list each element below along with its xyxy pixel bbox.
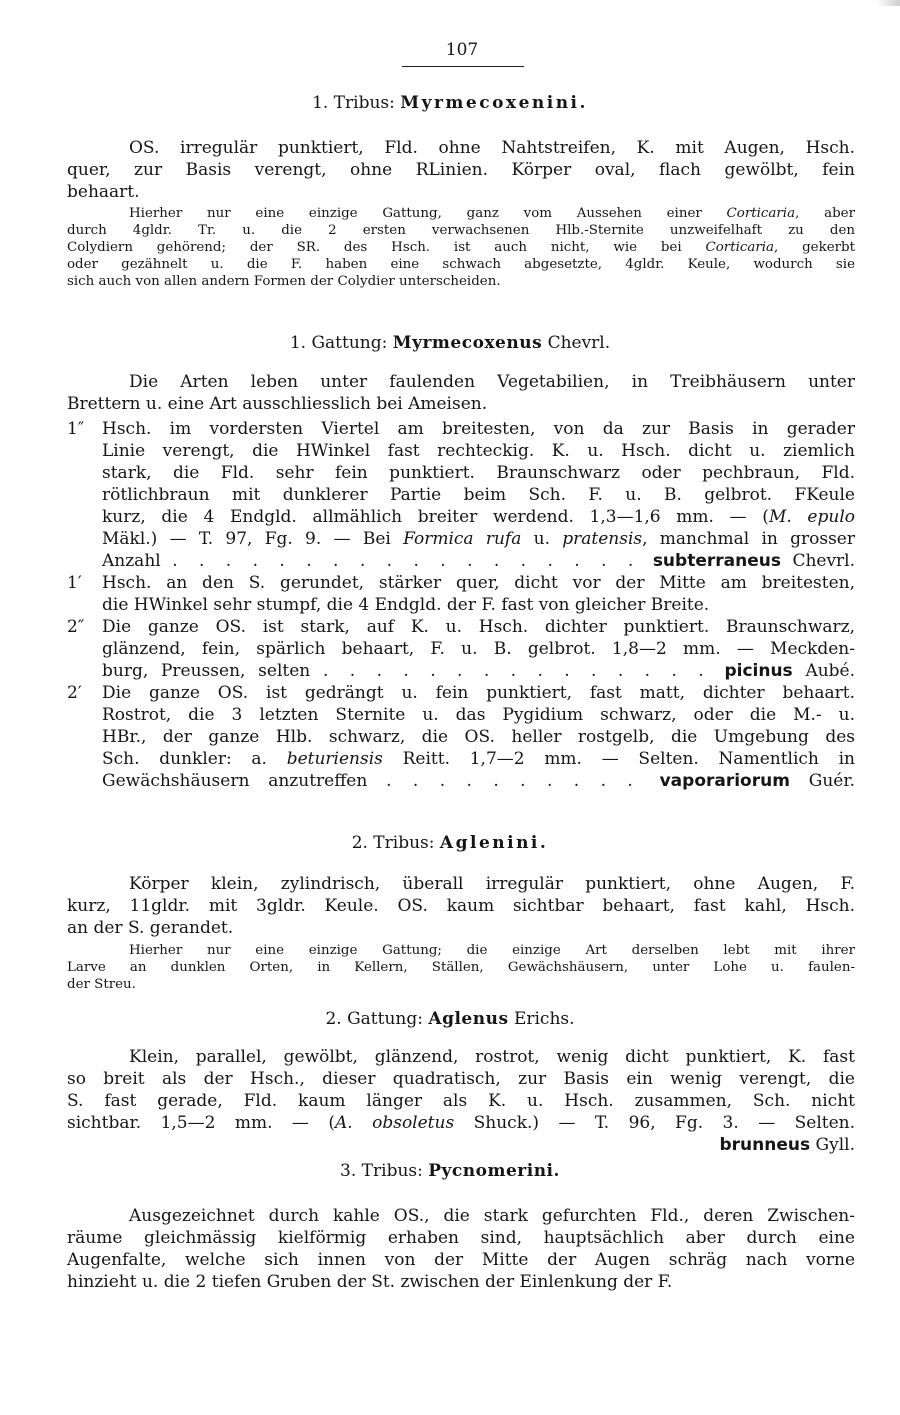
- species-name: brunneus: [719, 1135, 811, 1155]
- species-entry: [660, 771, 855, 791]
- text-line: Brettern u. eine Art ausschliesslich bei Ameisen.: [67, 394, 488, 414]
- text-line: kurz, 11gldr. mit 3gldr. Keule. OS. kaum sichtbar behaart, fast kahl, Hsch.: [67, 896, 855, 916]
- text-line: Linie verengt, die HWinkel fast rechteckig. K. u. Hsch. dicht u. ziemlich: [102, 441, 855, 461]
- text-line: rötlichbraun mit dunklerer Partie beim Sch. F. u. B. gelbrot. FKeule: [102, 485, 855, 505]
- key-entry-1a: [67, 418, 855, 572]
- species-entry: [724, 661, 855, 681]
- tribus2-heading-prefix: 2. Tribus:: [351, 833, 435, 853]
- text-line: stark, die Fld. sehr fein punktiert. Braunschwarz oder pechbraun, Fld.: [102, 463, 855, 483]
- desc-text: sichtbar. 1,5—2 mm. — (: [67, 1113, 335, 1133]
- text-line: OS. irregulär punktiert, Fld. ohne Nahtstreifen, K. mit Augen, Hsch.: [129, 138, 855, 158]
- page-edge-mark: [876, 0, 900, 6]
- key-text: kurz, die 4 Endgld. allmählich breiter werdend. 1,3—1,6 mm. — (: [102, 507, 769, 527]
- text-line: [102, 528, 855, 550]
- species-name: picinus: [724, 661, 793, 681]
- gattung2-heading-name: Aglenus: [428, 1009, 509, 1029]
- note-text: Colydiern gehörend; der SR. des Hsch. ist auch nicht, wie bei: [67, 240, 706, 255]
- note-text: Hierher nur eine einzige Gattung, ganz vom Aussehen einer: [129, 206, 727, 221]
- page-number: 107: [445, 40, 479, 60]
- species-entry: [720, 1135, 856, 1155]
- gattung1-heading: [0, 333, 900, 353]
- tribus3-heading: [0, 1161, 900, 1181]
- note-text: , aber: [795, 206, 855, 221]
- tribus1-description: [67, 137, 855, 203]
- key-text: Gewächshäusern anzutreffen: [102, 771, 368, 791]
- text-line: [67, 1134, 855, 1156]
- text-line: [102, 770, 855, 792]
- text-line: [67, 1112, 855, 1134]
- text-line: oder gezähnelt u. die F. haben eine schwach abgesetzte, 4gldr. Keule, wodurch sie: [67, 257, 855, 272]
- key-text: , manchmal in grosser: [642, 529, 855, 549]
- text-line: Die Arten leben unter faulenden Vegetabilien, in Treibhäusern unter: [129, 372, 855, 392]
- text-line: glänzend, fein, spärlich behaart, F. u. B. gelbrot. 1,8—2 mm. — Meckden-: [102, 639, 855, 659]
- synonym-obsoletus: A. obsoletus: [335, 1113, 455, 1133]
- text-line: [102, 748, 855, 770]
- key-text: Hsch. im vordersten Viertel am breitesten, von da zur Basis in gerader: [102, 419, 855, 439]
- gattung2-description: [67, 1046, 855, 1156]
- text-line: [67, 418, 855, 440]
- key-text: Anzahl: [102, 551, 161, 571]
- host-pratensis: pratensis: [562, 529, 643, 549]
- text-line: Klein, parallel, gewölbt, glänzend, rostrot, wenig dicht punktiert, K. fast: [129, 1047, 855, 1067]
- text-line: sich auch von allen andern Formen der Colydier unterscheiden.: [67, 274, 501, 289]
- gattung1-heading-author: Chevrl.: [547, 333, 611, 353]
- text-line: [102, 506, 855, 528]
- text-line: an der S. gerandet.: [67, 918, 234, 938]
- tribus2-description: [67, 873, 855, 939]
- text-line: Rostrot, die 3 letzten Sternite u. das Pygidium schwarz, oder die M.- u.: [102, 705, 855, 725]
- text-line: [67, 239, 855, 256]
- gattung1-key: [67, 418, 855, 792]
- key-entry-2a: [67, 616, 855, 682]
- gattung2-heading: [0, 1009, 900, 1029]
- text-line: Augenfalte, welche sich innen von der Mitte der Augen schräg nach vorne: [67, 1250, 855, 1270]
- desc-text: Shuck.) — T. 96, Fg. 3. — Selten.: [454, 1113, 856, 1133]
- text-line: Ausgezeichnet durch kahle OS., die stark gefurchten Fld., deren Zwischen-: [129, 1206, 855, 1226]
- key-marker: 1′: [67, 573, 82, 593]
- aberration-beturiensis: beturiensis: [286, 749, 383, 769]
- species-name: vaporariorum: [659, 771, 790, 791]
- tribus3-description: [67, 1205, 855, 1293]
- text-line: [67, 572, 855, 594]
- text-line: die HWinkel sehr stumpf, die 4 Endgld. der F. fast von gleicher Breite.: [102, 595, 710, 615]
- text-line: Hierher nur eine einzige Gattung; die einzige Art derselben lebt mit ihrer: [129, 943, 855, 958]
- tribus2-heading-name: Aglenini.: [439, 833, 549, 853]
- text-line: [67, 616, 855, 638]
- dot-leader: . . . . . . . . . . . . . . .: [322, 661, 712, 681]
- taxon-corticaria: Corticaria: [726, 206, 796, 221]
- gattung1-heading-name: Myrmecoxenus: [392, 333, 543, 353]
- species-author: Gyll.: [815, 1135, 855, 1155]
- key-text: Reitt. 1,7—2 mm. — Selten. Namentlich in: [382, 749, 855, 769]
- tribus3-heading-prefix: 3. Tribus:: [340, 1161, 423, 1181]
- text-line: S. fast gerade, Fld. kaum länger als K. u. Hsch. zusammen, Sch. nicht: [67, 1091, 855, 1111]
- tribus2-note: [67, 942, 855, 993]
- dot-leader: . . . . . . . . . .: [386, 771, 641, 791]
- tribus1-note: [67, 205, 855, 290]
- species-name: subterraneus: [652, 551, 781, 571]
- text-line: [102, 550, 855, 572]
- species-author: Guér.: [808, 771, 856, 791]
- text-line: behaart.: [67, 182, 140, 202]
- key-marker: 2′: [67, 683, 82, 703]
- key-marker: 1″: [67, 419, 85, 439]
- key-entry-2b: [67, 682, 855, 792]
- gattung2-heading-author: Erichs.: [513, 1009, 575, 1029]
- species-entry: [653, 551, 855, 571]
- text-line: Körper klein, zylindrisch, überall irregulär punktiert, ohne Augen, F.: [129, 874, 855, 894]
- text-line: hinzieht u. die 2 tiefen Gruben der St. zwischen der Einlenkung der F.: [67, 1272, 673, 1292]
- text-line: durch 4gldr. Tr. u. die 2 ersten verwachsenen Hlb.-Sternite unzweifelhaft zu den: [67, 223, 855, 238]
- text-line: quer, zur Basis verengt, ohne RLinien. Körper oval, flach gewölbt, fein: [67, 160, 855, 180]
- key-text: Hsch. an den S. gerundet, stärker quer, dicht vor der Mitte am breitesten,: [102, 573, 855, 593]
- text-line: [67, 682, 855, 704]
- species-author: Aubé.: [805, 661, 856, 681]
- note-text: , gekerbt: [774, 240, 855, 255]
- text-line: [102, 660, 855, 682]
- text-line: räume gleichmässig kielförmig erhaben sind, hauptsächlich aber durch eine: [67, 1228, 855, 1248]
- text-line: Larve an dunklen Orten, in Kellern, Ställen, Gewächshäusern, unter Lohe u. faulen-: [67, 960, 855, 975]
- key-entry-1b: [67, 572, 855, 616]
- key-marker: 2″: [67, 617, 85, 637]
- text-line: der Streu.: [67, 977, 136, 992]
- gattung2-heading-prefix: 2. Gattung:: [325, 1009, 423, 1029]
- key-text: Sch. dunkler: a.: [102, 749, 287, 769]
- key-text: Mäkl.) — T. 97, Fg. 9. — Bei: [102, 529, 404, 549]
- text-line: HBr., der ganze Hlb. schwarz, die OS. heller rostgelb, die Umgebung des: [102, 727, 855, 747]
- text-line: so breit als der Hsch., dieser quadratisch, zur Basis ein wenig verengt, die: [67, 1069, 855, 1089]
- key-text: u.: [521, 529, 563, 549]
- host-formica-rufa: Formica rufa: [403, 529, 522, 549]
- key-text: burg, Preussen, selten: [102, 661, 311, 681]
- gattung1-heading-prefix: 1. Gattung:: [289, 333, 388, 353]
- page-number-rule: [402, 66, 524, 67]
- taxon-corticaria: Corticaria: [705, 240, 775, 255]
- species-author: Chevrl.: [792, 551, 856, 571]
- tribus1-heading: [0, 93, 900, 113]
- dot-leader: . . . . . . . . . . . . . . . . . .: [172, 551, 642, 571]
- tribus2-heading: [0, 833, 900, 853]
- key-text: Die ganze OS. ist gedrängt u. fein punktiert, fast matt, dichter behaart.: [102, 683, 855, 703]
- tribus1-heading-prefix: 1. Tribus:: [312, 93, 395, 113]
- key-text: Die ganze OS. ist stark, auf K. u. Hsch. dichter punktiert. Braunschwarz,: [102, 617, 855, 637]
- tribus1-heading-name: Myrmecoxenini.: [400, 93, 588, 113]
- gattung1-intro: [67, 371, 855, 415]
- tribus3-heading-name: Pycnomerini.: [428, 1161, 560, 1181]
- text-line: [67, 205, 855, 222]
- synonym-epulo: M. epulo: [768, 507, 855, 527]
